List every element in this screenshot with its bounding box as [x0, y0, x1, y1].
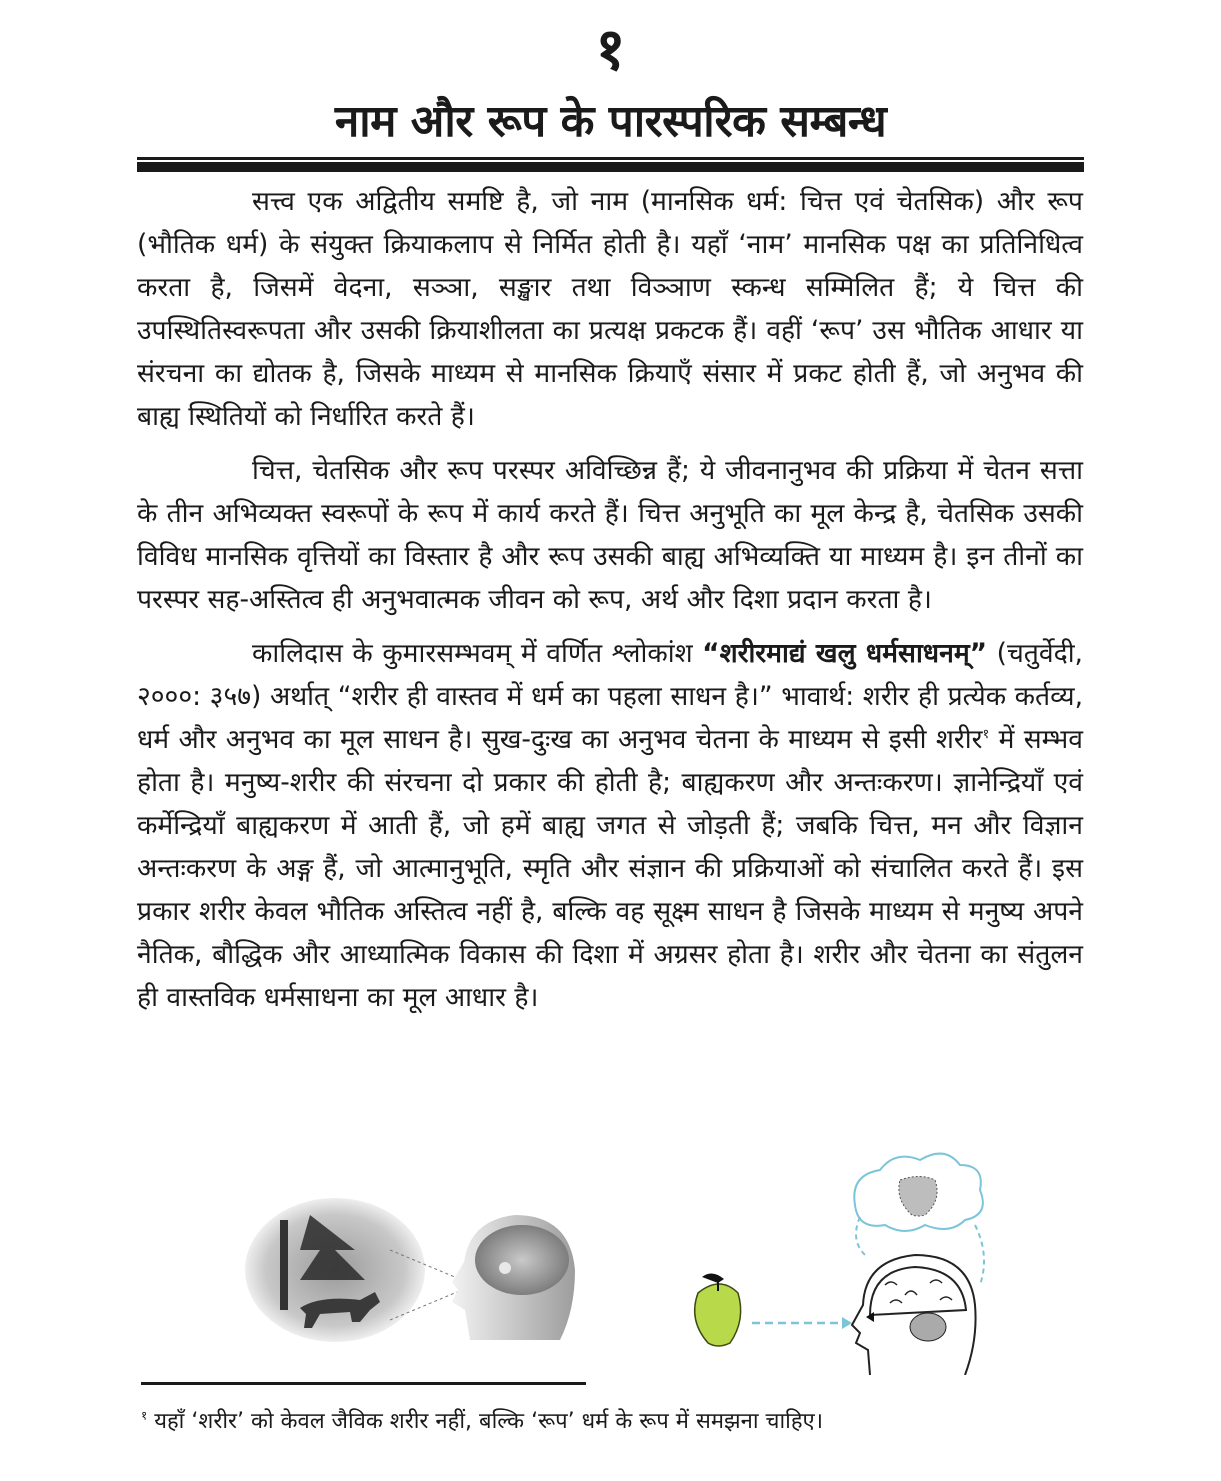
brain-icon: [475, 1225, 569, 1295]
cerebellum-icon: [910, 1313, 946, 1341]
title-rule-thick: [137, 162, 1084, 172]
perception-scene-head-brain-illustration: [240, 1190, 600, 1350]
paragraph: [137, 632, 1083, 1019]
sanskrit-quote: “शरीरमाद्यं खलु धर्मसाधनम्”: [702, 638, 988, 669]
title-rule-thin: [137, 157, 1084, 160]
chapter-number: १: [595, 15, 626, 83]
footnote-marker: १: [141, 1408, 148, 1423]
tree-trunk-icon: [280, 1220, 288, 1310]
figures: [240, 1190, 1020, 1380]
paragraph-mid: (चतुर्वेदी, २०००: ३५७) अर्थात् “शरीर ही वास्तव में धर्म का पहला साधन है।” भावार्थ: शरीर ही प्रत्येक कर्तव्य, धर्म और अनुभव का मूल साधन है। सुख-दुःख का अनुभव चेतना के माध्यम से इसी शरीर: [137, 638, 1083, 755]
paragraph-lead: कालिदास के कुमारसम्भवम् में वर्णित श्लोकांश: [252, 638, 703, 669]
footnote: [141, 1405, 1081, 1439]
apple-icon: [695, 1284, 741, 1346]
paragraph-tail: में सम्भव होता है। मनुष्य-शरीर की संरचना दो प्रकार की होती है; बाह्यकरण और अन्तःकरण। ज्ञानेन्द्रियाँ एवं कर्मेन्द्रियाँ बाह्यकरण में आती हैं, जो हमें बाह्य जगत से जोड़ती हैं; जबकि चित्त, मन और विज्ञान अन्तःकरण के अङ्ग हैं, जो आत्मानुभूति, स्मृति और संज्ञान की प्रक्रियाओं को संचालित करते हैं। इस प्रकार शरीर केवल भौतिक अस्तित्व नहीं है, बल्कि वह सूक्ष्म साधन है जिसके माध्यम से मनुष्य अपने नैतिक, बौद्धिक और आध्यात्मिक विकास की दिशा में अग्रसर होता है। शरीर और चेतना का संतुलन ही वास्तविक धर्मसाधना का मूल आधार है।: [137, 724, 1084, 1013]
apple-to-brain-thought-diagram: [680, 1145, 1000, 1375]
footnote-reference[interactable]: १: [982, 727, 990, 743]
apple-leaf-icon: [702, 1273, 724, 1283]
footnote-rule: [141, 1382, 586, 1385]
imagined-apple-icon: [899, 1177, 937, 1217]
memory-arrow: [975, 1225, 984, 1285]
chapter-title: नाम और रूप के पारस्परिक सम्बन्ध: [334, 96, 887, 147]
body-text: [137, 180, 1083, 1030]
paragraph: सत्त्व एक अद्वितीय समष्टि है, जो नाम (मानसिक धर्म: चित्त एवं चेतसिक) और रूप (भौतिक धर्म) के संयुक्त क्रियाकलाप से निर्मित होती है। यहाँ ‘नाम’ मानसिक पक्ष का प्रतिनिधित्व करता है, जिसमें वेदना, सञ्ञा, सङ्खार तथा विञ्ञाण स्कन्ध सम्मिलित हैं; ये चित्त की उपस्थितिस्वरूपता और उसकी क्रियाशीलता का प्रत्यक्ष प्रकटक हैं। वहीं ‘रूप’ उस भौतिक आधार या संरचना का द्योतक है, जिसके माध्यम से मानसिक क्रियाएँ संसार में प्रकट होती हैं, जो अनुभव की बाह्य स्थितियों को निर्धारित करते हैं।: [137, 186, 1083, 432]
paragraph: चित्त, चेतसिक और रूप परस्पर अविच्छिन्न हैं; ये जीवनानुभव की प्रक्रिया में चेतन सत्ता के तीन अभिव्यक्त स्वरूपों के रूप में कार्य करते हैं। चित्त अनुभूति का मूल केन्द्र है, चेतसिक उसकी विविध मानसिक वृत्तियों का विस्तार है और रूप उसकी बाह्य अभिव्यक्ति या माध्यम है। इन तीनों का परस्पर सह-अस्तित्व ही अनुभवात्मक जीवन को रूप, अर्थ और दिशा प्रदान करता है।: [137, 455, 1083, 615]
footnote-text: यहाँ ‘शरीर’ को केवल जैविक शरीर नहीं, बल्कि ‘रूप’ धर्म के रूप में समझना चाहिए।: [147, 1409, 824, 1434]
